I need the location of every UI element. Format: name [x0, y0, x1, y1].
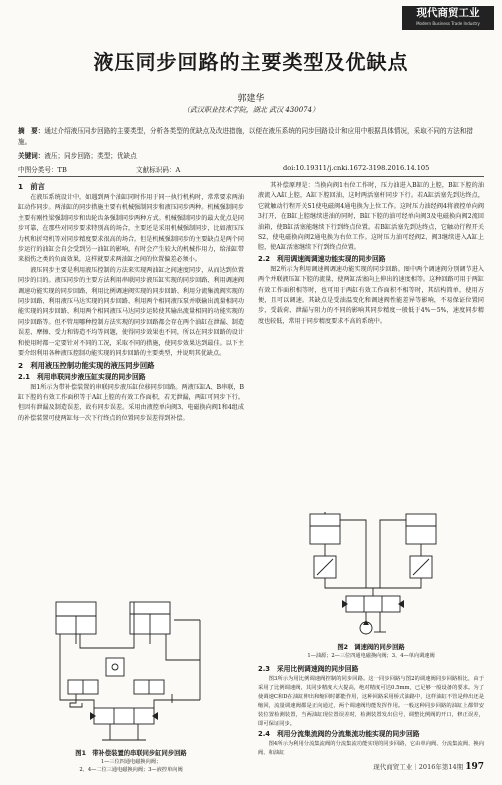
paragraph: 液压同步主要是利用液压控制的方法来实现两油缸之间速度同步，从而达到位置同步的目的。液压同步的主要方法利用串联同步液压缸实现的同步回路、利用调速阀调速功能实现的同步回路、利用比例调速阀实现的同步回路、利用分流集流阀实现的同步回路、利用液压马达实现的同步回路、利用两个相同液压泵并联输出流量相同功能实现的同步回路、利用两个相同液压马达同步运转使其输出流量相同的功能实现的同步回路等。但不管用哪种控制方法实现的同步回路都会存在两个油缸在泄漏、制造误差、摩擦、受力和铸造不均等问题，使得同步效果也不同，所以在同步回路的设计和使用时都一定要针对不同的工况，采取不同的措施，使同步效果达到最佳。以下主要介绍利用各种液压控制功能实现的同步回路的主要类型，并说明其优缺点。 [18, 266, 244, 358]
footer-journal: 现代商贸工业｜2016年第14期 [373, 763, 464, 771]
paragraph: 图4所示为利用分流集流阀的分流集流功能实现的同步回路，它由单向阀、分流集流阀、换向阀、和油缸 [258, 741, 484, 757]
abstract [18, 126, 484, 148]
section-2-3-heading: 2.3 采用比例调速阀的同步回路 [258, 665, 359, 673]
author: 郭建华 [237, 94, 265, 104]
figure-1-legend-1: 1—三位四通电磁换向阀； [100, 759, 162, 765]
paragraph: 在液压系统设计中，如遇到两个油缸同时作用于同一执行机构时，常常要求两油缸动作同步。两油缸的同步措施主要有机械强制同步和液压同步两种。机械强制同步主要有刚性梁强制同步和齿轮齿条强制同步两种方式。机械强制同步的最大优点是同步可靠，在那些对同步要求特别高的场合，主要还是采用机械强制同步，比如液压压力机和折弯机等对同步精度要求很高的场合。但是机械强制同步的主要缺点是两个同步运行的油缸会自会受到另一油缸的影响，有时会产生较大的机械作用力，给油缸带来损伤之类的负面效果，这样就要求两油缸之间的位置偏差必须小。 [18, 194, 244, 264]
section-2-2-heading: 2.2 利用调速阀调速功能实现的同步回路 [258, 254, 386, 263]
figure-1-legend-2: 2、4—二位三通电磁换向阀；3—液控单向阀 [79, 767, 183, 773]
keywords-text: 液压；同步回路；类型；优缺点 [44, 152, 137, 160]
section-2-heading: 2 利用液压控制功能实现的液压同步回路 [18, 360, 155, 370]
paragraph: 图3所示为用比例调速阀控制的同步回路。这一同步回路与图2的调速阀同步回路相比，由于采用了比例调速阀，其同步精度大大提高，绝对精度可达0.5mm，已足够一般设备的要求。为了使调速C和D在油缸伸出和缩回时都能作用，这种回路采用桥式油路中，这样油缸不管是伸出还是缩回，流量调速阀都是正向通过，两个调速阀均能发挥作用。一般这种同步回路的油缸上都带安装位置检测装置，当两油缸现位置误差时，检测装置发出信号，调整比例阀的开口，修正误差，即可保证同步。 [258, 676, 484, 728]
abstract-text: 通过介绍液压同步回路的主要类型，分析各类型的优缺点及改进措施，以便在液压系统的同步回路设计和应用中根据具体情况，采取不同的方法和措施。 [18, 127, 473, 146]
page-footer [373, 762, 484, 772]
paragraph: 其补偿原理是：当换向阀1右位工作时，压力油进入B缸的上腔，B缸下腔的油液流入A缸上腔，A缸下腔回油，这时两活塞杆同步下行。若A缸活塞先到达终点，它就触动行程开关S1使电磁阀4通电换为上位工作。这时压力油经阀4将液控单向阀3打开，在B缸上腔继续进油的同时，B缸下腔的油可经单向阀3及电磁换向阀2流回油箱，使B缸活塞能继续下行到终点位置。若B缸活塞先到达终点，它触动行程开关S2，使电磁换向阀2通电换为右位工作。这时压力油可经阀2、阀3继续进入A缸上腔，使A缸活塞继续下行到终点位置。 [258, 182, 484, 252]
document-code: 文献标识码：A [136, 166, 181, 174]
right-column-text-bottom [258, 664, 484, 758]
figure-1-caption: 图1 带补偿装置的串联同步缸同步回路 [75, 750, 187, 757]
keywords [18, 150, 137, 160]
section-1-heading: 1 前言 [18, 182, 45, 191]
right-column-text-top [258, 181, 484, 327]
figure-1-diagram [50, 600, 215, 755]
page-number: 197 [465, 762, 484, 772]
journal-name-en: Modern Business Trade Industry [416, 21, 480, 26]
left-column-text [18, 181, 244, 424]
figure-2-caption: 图2 调速阀的同步回路 [337, 644, 405, 651]
paragraph: 图2所示为利用调速阀调速功能实现的同步回路。图中两个调速阀分别调节进入两个并联液压缸下腔的流量，使两缸活塞向上伸出的速度相等。这种回路可用于两缸有效工作面积相等时，也可用于两缸有效工作面积不相等时，其结构简单，使用方便，且可以调速。其缺点是受油温变化和调速阀性能差异等影响，不易保证位置同步，受载荷、泄漏与阻力的不同的影响其同步精度一般低于4%～5%，速度同步精度也较低，常用于同步精度要求不高的系统中。 [258, 265, 484, 325]
section-2-1-heading: 2.1 利用串联同步液压缸实现的同步回路 [18, 372, 146, 381]
header-rule [18, 176, 484, 177]
abstract-label: 摘 要： [18, 127, 45, 135]
figure-2-diagram [296, 512, 456, 636]
paragraph: 图1所示为带补偿装置的串联同步液压缸位移同步回路。两液压缸A、B串联，B缸下腔的有效工作面积等于A缸上腔的有效工作面积，若无泄漏，两缸可同步下行。但因有泄漏及制造误差，故有同步误差。采用由液控单向阀3、电磁换向阀1和4组成的补偿装置可使两缸每一次下行终点的位置同步误差得到补偿。 [18, 383, 244, 422]
journal-name: 现代商贸工业 [416, 7, 480, 19]
doi: doi:10.19311/j.cnki.1672-3198.2016.14.105 [283, 164, 430, 172]
clc-number: 中图分类号：TB [18, 166, 67, 174]
figure-2-legend: 1—油源；2—三位四通电磁换向阀；3、4—单向调速阀 [307, 653, 435, 659]
journal-badge [402, 6, 494, 30]
keywords-label: 关键词： [18, 152, 45, 160]
article-title: 液压同步回路的主要类型及优缺点 [93, 50, 409, 74]
affiliation: （武汉职业技术学院，湖北 武汉 430074） [182, 106, 320, 114]
section-2-4-heading: 2.4 利用分流集流阀的分流集流功能实现的同步回路 [258, 730, 420, 739]
